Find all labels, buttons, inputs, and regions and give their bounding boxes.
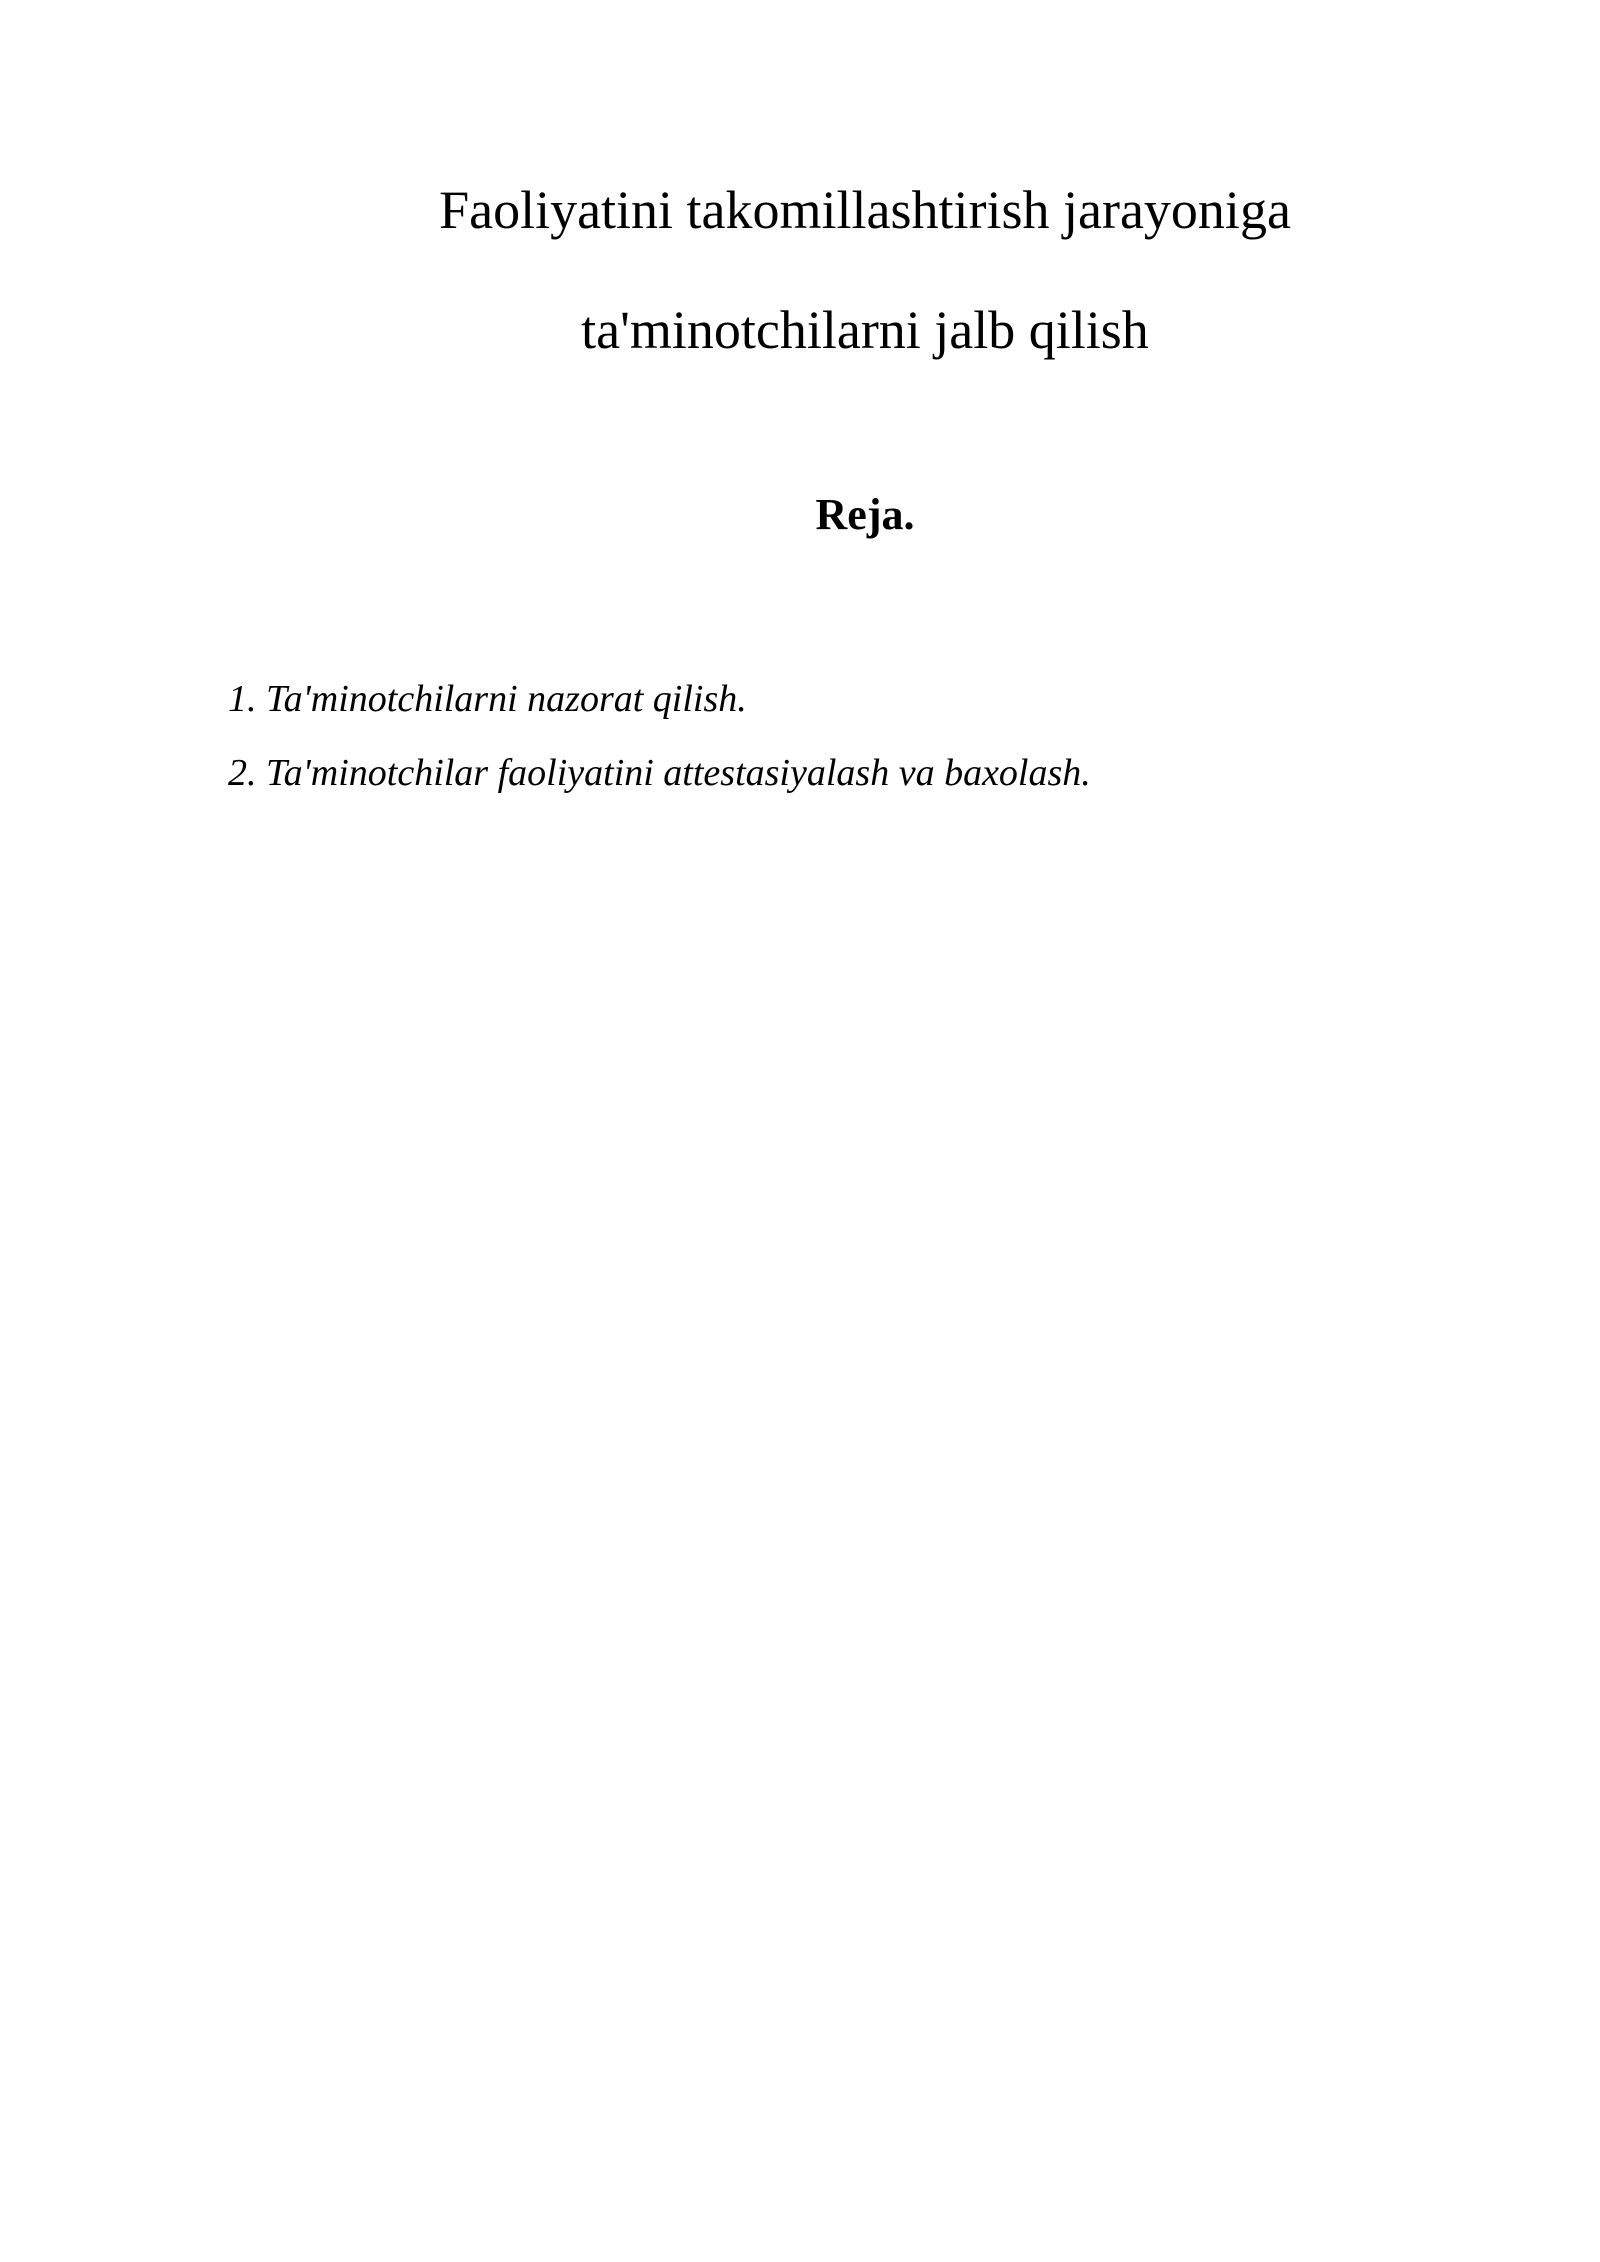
document-title [0, 150, 1600, 390]
plan-item-1: 1. Ta'minotchilarni nazorat qilish. [228, 678, 747, 720]
title-line-2: ta'minotchilarni jalb qilish [581, 300, 1149, 360]
plan-item-2: 2. Ta'minotchilar faoliyatini attestasiyalash va baxolash. [228, 752, 1091, 794]
plan-heading: Reja. [815, 490, 915, 539]
plan-list [228, 662, 1091, 810]
title-line-1: Faoliyatini takomillashtirish jarayoniga [439, 180, 1291, 240]
